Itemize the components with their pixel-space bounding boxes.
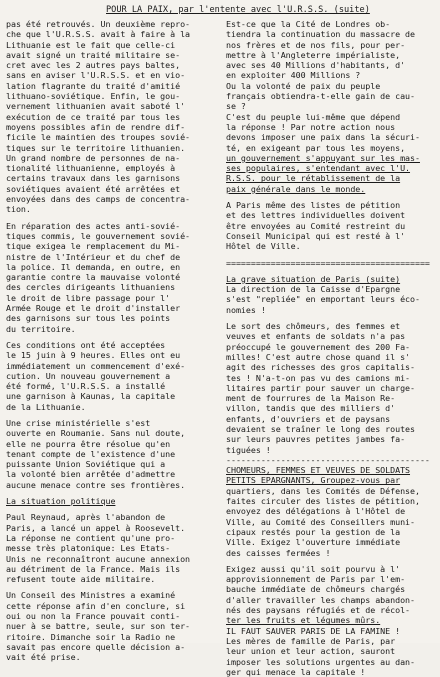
text-line: Paul Reynaud, après l'abandon de bbox=[6, 512, 166, 523]
text-line: préoccupé le gouvernement des 200 Fa- bbox=[226, 341, 411, 352]
text-line: litaires partir pour sauver un charge- bbox=[226, 382, 415, 393]
text-line: Ces conditions ont été acceptées bbox=[6, 339, 166, 350]
text-line: Les mères de famille de Paris, par bbox=[226, 635, 396, 646]
text-line: La direction de la Caisse d'Epargne bbox=[226, 284, 401, 295]
text-line: avec ses 40 Millions d'habitants, d' bbox=[226, 60, 406, 71]
text-line: tion. bbox=[6, 204, 31, 215]
text-line: devons imposer une paix dans la sécuri- bbox=[226, 132, 420, 143]
text-line: tenant compte de l'existence d'une bbox=[6, 448, 176, 459]
text-line: Est-ce que la Cité de Londres ob- bbox=[226, 19, 391, 29]
text-line: nomies ! bbox=[226, 304, 266, 315]
text-line: avait signé un traité militaire se- bbox=[6, 49, 181, 60]
text-line: s'est "repliée" en emportant leurs éco- bbox=[226, 294, 420, 305]
text-line: quartiers, dans les Comités de Défense, bbox=[226, 485, 420, 496]
text-line: Hôtel de Ville. bbox=[226, 241, 301, 252]
text-line: des cercles dirigeants lithuaniens bbox=[6, 282, 176, 293]
text-line: ficile le maintien des troupes sovié- bbox=[6, 132, 191, 143]
text-line: en exploiter 400 Millions ? bbox=[226, 70, 361, 81]
text-line: CHOMEURS, FEMMES ET VEUVES DE SOLDATS bbox=[226, 465, 411, 476]
text-line: approvisionnement de Paris par l'em- bbox=[226, 574, 406, 585]
text-line: tiendra la continuation du massacre de bbox=[226, 29, 415, 40]
text-line: mettre à l'Angleterre impérialiste, bbox=[226, 49, 401, 60]
text-line: savait pas encore quelle décision a- bbox=[6, 641, 186, 652]
text-line: cution. Un nouveau gouvernement a bbox=[6, 370, 171, 381]
text-line: C'est du peuple lui-même que dépend bbox=[226, 111, 401, 122]
text-line: ----------------------------------------- bbox=[226, 454, 430, 465]
text-line: Le sort des chômeurs, des femmes et bbox=[226, 321, 401, 332]
text-line: des garnisons sur tous les points bbox=[6, 313, 171, 324]
text-line: français obtiendra-t-elle gain de cau- bbox=[226, 91, 415, 102]
text-line: cette réponse afin d'en conclure, si bbox=[6, 600, 186, 611]
text-line: ritoire. Dimanche soir la Radio ne bbox=[6, 631, 176, 642]
text-line: agit des richesses des gros capitalis- bbox=[226, 362, 415, 373]
page-header bbox=[10, 4, 430, 17]
text-line: La situation politique bbox=[6, 496, 116, 507]
text-line: la volonté bien arrêtée d'admettre bbox=[6, 469, 176, 480]
text-line: été formé, l'U.R.S.S. a installé bbox=[6, 381, 166, 392]
text-line: tionalité lithuanienne, employés à bbox=[6, 163, 176, 174]
text-line: elle ne pourra être résolue qu'en bbox=[6, 438, 171, 449]
text-line: nos frères et de nos fils, pour per- bbox=[226, 39, 406, 50]
text-line: et des lettres individuelles doivent bbox=[226, 210, 406, 221]
text-line: sans en aviser l'U.R.S.S. et en vio- bbox=[6, 70, 186, 81]
text-line: Exigez aussi qu'il soit pourvu à l' bbox=[226, 563, 401, 574]
text-line: faites circuler des listes de pétition, bbox=[226, 496, 420, 507]
text-line: ses populaires, s'entendant avec l'U. bbox=[226, 163, 411, 174]
text-line: Paris, a lancé un appel à Roosevelt. bbox=[6, 522, 186, 533]
text-line: refusent toute aide militaire. bbox=[6, 574, 156, 585]
text-line: pas été retrouvés. Un deuxième repro- bbox=[6, 19, 191, 29]
text-line: veuves et enfants de soldats n'a pas bbox=[226, 331, 406, 342]
text-line: ger qui menace la capitale ! bbox=[226, 666, 366, 677]
text-line: messe très platonique: Les Etats- bbox=[6, 543, 171, 554]
text-line: garantie contre la mauvaise volonté bbox=[6, 272, 181, 283]
text-line: tique exigea le remplacement du Mi- bbox=[6, 241, 181, 252]
text-line: tiguées ! bbox=[226, 444, 271, 455]
left-column bbox=[6, 19, 212, 663]
text-line: A Paris même des listes de pétition bbox=[226, 200, 401, 211]
text-line: lation flagrante du traité d'amitié bbox=[6, 80, 181, 91]
text-line: la police. Il demanda, en outre, en bbox=[6, 261, 181, 272]
text-line: La grave situation de Paris (suite) bbox=[226, 273, 401, 284]
text-line: ter les fruits et légumes mûrs. bbox=[226, 615, 381, 626]
text-line: tiques sur le territoire lithuanien. bbox=[6, 142, 186, 153]
text-line: envoyez des délégations à l'Hôtel de bbox=[226, 506, 406, 517]
text-line: Ville, au Comité des Conseillers muni- bbox=[226, 516, 415, 527]
text-line: sur leurs pauvres petites jambes fa- bbox=[226, 434, 406, 445]
text-line: leur union et leur action, sauront bbox=[226, 646, 396, 657]
text-line: envoyées dans des camps de concentra- bbox=[6, 194, 191, 205]
text-line: che que l'U.R.S.S. avait à faire à la bbox=[6, 29, 191, 40]
text-line: Ville. Exigez l'ouverture immédiate bbox=[226, 537, 401, 548]
text-line: aucune menace contre ses frontières. bbox=[6, 479, 186, 490]
text-line: une garnison à Kaunas, la capitale bbox=[6, 391, 176, 402]
text-line: cret avec les 2 autres pays baltes, bbox=[6, 60, 181, 71]
text-line: immédiatement un commencement d'exé- bbox=[6, 360, 186, 371]
text-line: nuer à se battre, seule, sur son ter- bbox=[6, 621, 191, 632]
text-line: Conseil Municipal qui est resté à l' bbox=[226, 230, 406, 241]
text-line: enfants, d'ouvriers et de paysans bbox=[226, 413, 391, 424]
text-line: tiques commis, le gouvernement sovié- bbox=[6, 230, 191, 241]
text-line: ouverte en Roumanie. Sans nul doute, bbox=[6, 428, 186, 439]
text-line: d'aller travailler les champs abandon- bbox=[226, 594, 415, 605]
text-line: Unis ne reconnaîtront aucune annexion bbox=[6, 553, 191, 564]
text-line: puissante Union Soviétique qui a bbox=[6, 459, 166, 470]
text-line: imposer les solutions urgentes au dan- bbox=[226, 656, 415, 667]
text-line: devaient se traîner le long des routes bbox=[226, 423, 415, 434]
text-line: tes ! N'a-t-on pas vu des camions mi- bbox=[226, 372, 411, 383]
text-line: Un Conseil des Ministres a examiné bbox=[6, 590, 176, 601]
text-line: Lithuanie est le fait que celle-ci bbox=[6, 39, 176, 50]
text-line: certains travaux dans les garnisons bbox=[6, 173, 181, 184]
text-line: villon, tandis que des milliers d' bbox=[226, 403, 396, 414]
text-line: En réparation des actes anti-sovié- bbox=[6, 220, 181, 231]
text-line: se ? bbox=[226, 101, 246, 112]
text-line: exécution de ce traité par tous les bbox=[6, 111, 181, 122]
text-line: vait été prise. bbox=[6, 652, 81, 663]
text-line: des caisses fermées ! bbox=[226, 547, 331, 558]
right-column bbox=[226, 19, 432, 677]
text-line: Un grand nombre de personnes de na- bbox=[6, 152, 181, 163]
text-line: Une crise ministérielle s'est bbox=[6, 417, 151, 428]
text-line: paix générale dans le monde. bbox=[226, 183, 366, 194]
text-line: PETITS EPARGNANTS, Groupez-vous par bbox=[226, 475, 401, 486]
text-line: de la Lithuanie. bbox=[6, 401, 86, 412]
text-line: le 15 juin à 9 heures. Elles ont eu bbox=[6, 350, 181, 361]
text-line: ========================================= bbox=[226, 257, 430, 268]
text-line: té, en exigeant par tous les moyens, bbox=[226, 142, 406, 153]
text-line: R.S.S. pour le rétablissement de la bbox=[226, 173, 401, 184]
text-line: au détriment de la France. Mais ils bbox=[6, 563, 181, 574]
text-line: un gouvernement s'appuyant sur les mas- bbox=[226, 152, 420, 163]
text-line: oui ou non la France pouvait conti- bbox=[6, 611, 181, 622]
text-line: La réponse ne contient qu'une pro- bbox=[6, 532, 176, 543]
text-line: nistre de l'Intérieur et du chef de bbox=[6, 251, 181, 262]
text-line: être envoyées au Comité restreint du bbox=[226, 220, 406, 231]
text-line: du territoire. bbox=[6, 323, 76, 334]
text-line: milles! C'est autre chose quand il s' bbox=[226, 351, 411, 362]
text-line: Ou la volonté de paix du peuple bbox=[226, 80, 381, 91]
text-line: IL FAUT SAUVER PARIS DE LA FAMINE ! bbox=[226, 625, 401, 636]
text-line: vernement lithuanien avait saboté l' bbox=[6, 101, 186, 112]
text-line: lithuano-soviétique. Enfin, le gou- bbox=[6, 91, 181, 102]
text-line: bauche immédiate de chômeurs chargés bbox=[226, 584, 406, 595]
text-line: la réponse ! Par notre action nous bbox=[226, 121, 396, 132]
text-line: moyens possibles afin de rendre dif- bbox=[6, 121, 186, 132]
text-line: nés des paysans réfugiés et de récol- bbox=[226, 605, 411, 616]
text-line: cipaux restés pour la gestion de la bbox=[226, 526, 401, 537]
header-title: POUR LA PAIX, par l'entente avec l'U.R.S.S. (suite) bbox=[106, 5, 370, 15]
text-line: ment de fourrures de la Maison Re- bbox=[226, 393, 396, 404]
text-line: le droit de libre passage pour l' bbox=[6, 292, 171, 303]
text-line: soviétiques avaient été arrêtées et bbox=[6, 183, 181, 194]
text-line: Armée Rouge et le droit d'installer bbox=[6, 303, 181, 314]
